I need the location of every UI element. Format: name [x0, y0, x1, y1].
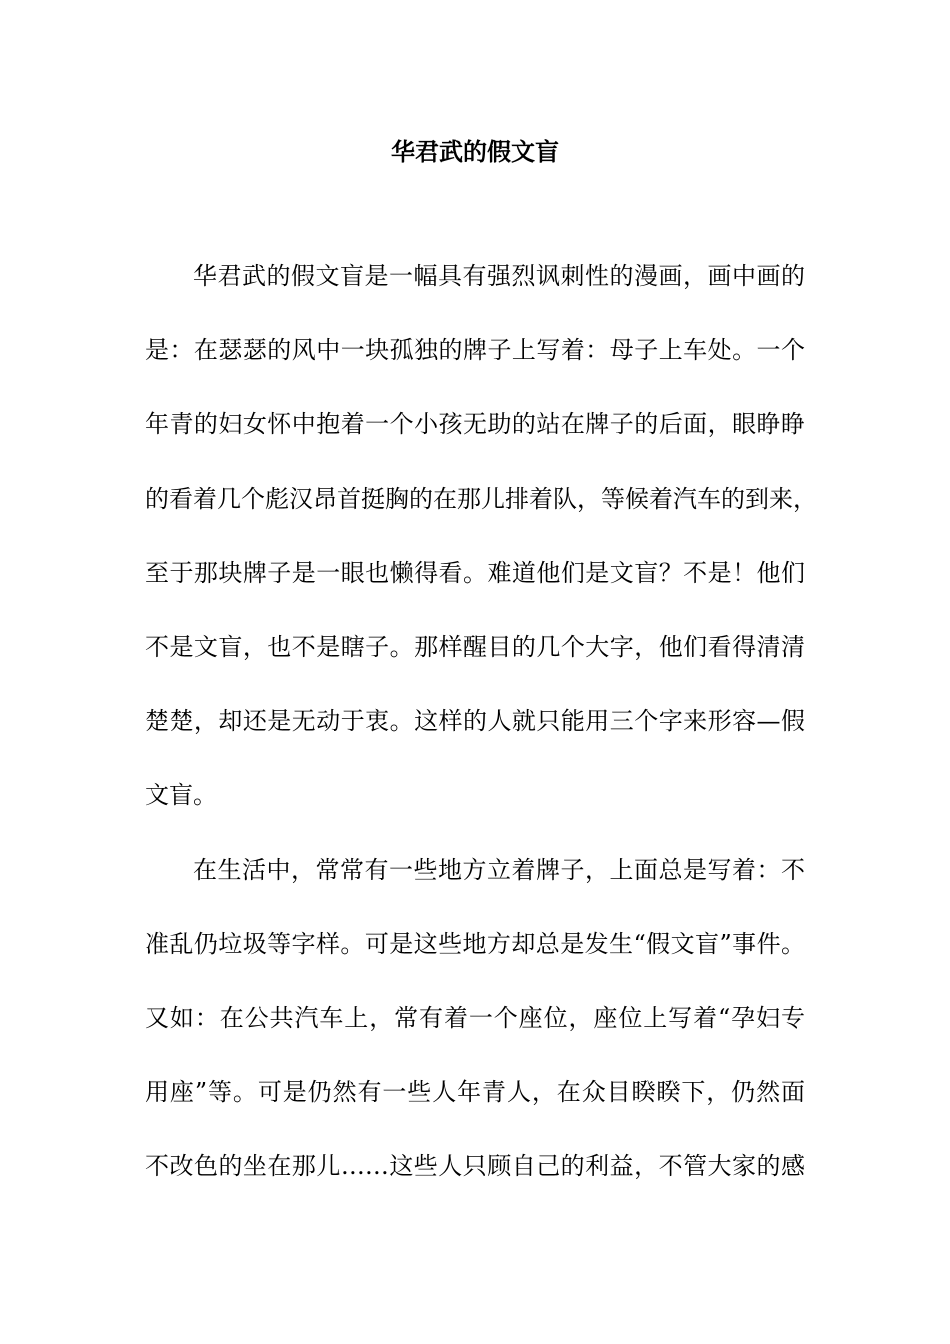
paragraph-1-line-7: 楚楚，却还是无动于衷。这样的人就只能用三个字来形容—假 — [145, 707, 805, 736]
paragraph-1-line-5: 至于那块牌子是一眼也懒得看。难道他们是文盲？不是！他们 — [145, 558, 805, 587]
paragraph-2-line-5: 不改色的坐在那儿……这些人只顾自己的利益，不管大家的感 — [145, 1152, 805, 1181]
paragraph-1-line-3: 年青的妇女怀中抱着一个小孩无助的站在牌子的后面，眼睁睁 — [145, 410, 805, 439]
paragraph-2-line-4: 用座”等。可是仍然有一些人年青人，在众目睽睽下，仍然面 — [145, 1078, 805, 1107]
paragraph-1-line-6: 不是文盲，也不是瞎子。那样醒目的几个大字，他们看得清清 — [145, 632, 805, 661]
paragraph-1-line-4: 的看着几个彪汉昂首挺胸的在那儿排着队，等候着汽车的到来， — [145, 484, 817, 513]
paragraph-1-line-2: 是：在瑟瑟的风中一块孤独的牌子上写着：母子上车处。一个 — [145, 336, 805, 365]
document-title: 华君武的假文盲 — [391, 137, 559, 166]
paragraph-2-line-1: 在生活中，常常有一些地方立着牌子，上面总是写着：不 — [193, 855, 805, 884]
document-body — [145, 256, 817, 1220]
paragraph-1-line-1: 华君武的假文盲是一幅具有强烈讽刺性的漫画，画中画的 — [193, 262, 805, 290]
paragraph-2-line-2: 准乱仍垃圾等字样。可是这些地方却总是发生“假文盲”事件。 — [145, 929, 805, 958]
paragraph-1-line-8: 文盲。 — [145, 781, 217, 810]
paragraph-2-line-3: 又如：在公共汽车上，常有着一个座位，座位上写着“孕妇专 — [145, 1003, 805, 1032]
